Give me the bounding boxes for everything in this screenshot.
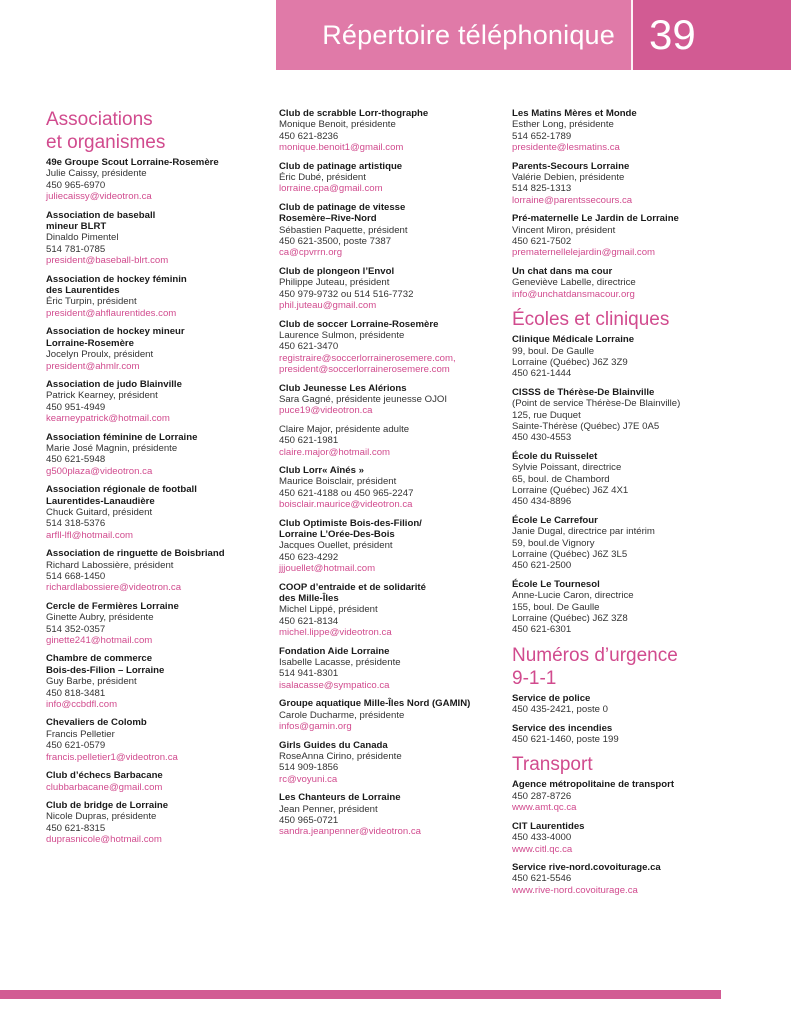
entry-name: Girls Guides du Canada: [279, 739, 388, 751]
directory-entry: [512, 579, 742, 636]
entry-name: Service de police: [512, 692, 591, 704]
entry-link[interactable]: jjjouellet@hotmail.com: [279, 563, 376, 575]
entry-link[interactable]: puce19@videotron.ca: [279, 405, 373, 417]
entry-detail: Ginette Aubry, présidente: [46, 612, 154, 624]
entry-detail: Chuck Guitard, président: [46, 506, 153, 518]
entry-detail: 450 434-8896: [512, 496, 572, 508]
directory-entry: [512, 451, 742, 508]
entry-name: Clinique Médicale Lorraine: [512, 334, 635, 346]
entry-name: Club Optimiste Bois-des-Filion/ Lorraine L’Orée-Des-Bois: [279, 517, 422, 540]
entry-detail: 514 909-1856: [279, 762, 339, 774]
entry-detail: 450 621-8315: [46, 822, 106, 834]
entry-spacer: [279, 417, 509, 424]
directory-entry: [279, 383, 509, 458]
entry-detail: Jocelyn Proulx, président: [46, 349, 154, 361]
section-title: Numéros d’urgence 9-1-1: [512, 644, 678, 689]
directory-entry: [46, 326, 268, 372]
entry-link[interactable]: francis.pelletier1@videotron.ca: [46, 751, 178, 763]
entry-link[interactable]: phil.juteau@gmail.com: [279, 300, 377, 312]
entry-link[interactable]: president@ahflaurentides.com: [46, 307, 177, 319]
entry-detail: 514 652-1789: [512, 130, 572, 142]
entry-link[interactable]: presidente@lesmatins.ca: [512, 142, 620, 154]
entry-name: Club de plongeon l’Envol: [279, 265, 395, 277]
directory-entry: [279, 319, 509, 376]
entry-detail: Éric Turpin, président: [46, 296, 137, 308]
directory-entry: [279, 518, 509, 575]
entry-link[interactable]: president@soccerlorrainerosemere.com: [279, 364, 450, 376]
entry-detail: (Point de service Thérèse-De Blainville): [512, 398, 681, 410]
entry-name: Association de hockey mineur Lorraine-Rosemère: [46, 326, 185, 349]
entry-name: Cercle de Fermières Lorraine: [46, 600, 179, 612]
entry-detail: 450 951-4949: [46, 401, 106, 413]
entry-name: Club Lorr« Aînés »: [279, 464, 364, 476]
entry-link[interactable]: infos@gamin.org: [279, 721, 352, 733]
directory-entry: [46, 601, 268, 647]
directory-entry: [279, 266, 509, 312]
entry-detail: Richard Labossière, président: [46, 559, 174, 571]
entry-link[interactable]: lorraine@parentssecours.ca: [512, 194, 633, 206]
entry-detail: Lorraine (Québec) J6Z 3L5: [512, 549, 628, 560]
entry-detail: 450 621-3470: [279, 341, 339, 353]
entry-name: COOP d’entraide et de solidarité des Mille-Îles: [279, 581, 426, 605]
directory-entry: [512, 862, 742, 896]
entry-detail: 450 621-3500, poste 7387: [279, 236, 392, 248]
entry-detail: 450 287-8726: [512, 790, 572, 802]
entry-detail: 514 825-1313: [512, 183, 572, 195]
entry-detail: 450 435-2421, poste 0: [512, 704, 609, 716]
directory-entry: [512, 779, 742, 813]
entry-detail: 450 621-0579: [46, 740, 106, 752]
entry-detail: Laurence Sulmon, présidente: [279, 329, 405, 341]
directory-entry: [46, 800, 268, 846]
directory-entry: [46, 274, 268, 320]
entry-name: Association de hockey féminin des Laurentides: [46, 273, 187, 297]
directory-entry: [279, 582, 509, 639]
entry-link[interactable]: rc@voyuni.ca: [279, 773, 338, 785]
entry-detail: Dinaldo Pimentel: [46, 232, 119, 244]
entry-detail: RoseAnna Cirino, présidente: [279, 750, 402, 762]
directory-entry: [512, 266, 742, 300]
entry-link[interactable]: michel.lippe@videotron.ca: [279, 627, 392, 639]
entry-link[interactable]: g500plaza@videotron.ca: [46, 465, 153, 477]
entry-detail: 450 433-4000: [512, 832, 572, 844]
directory-entry: [279, 465, 509, 511]
entry-detail: Lorraine (Québec) J6Z 3Z8: [512, 613, 628, 625]
entry-name: Un chat dans ma cour: [512, 265, 613, 277]
entry-detail: 450 621-2500: [512, 560, 572, 572]
entry-detail: 450 430-4553: [512, 432, 572, 444]
entry-detail: Sainte-Thérèse (Québec) J7E 0A5: [512, 420, 660, 432]
column-1: [46, 108, 268, 853]
entry-detail: 450 621-5546: [512, 873, 572, 885]
entry-name: Club de patinage artistique: [279, 160, 403, 172]
entry-name: Chambre de commerce Bois-des-Filion – Lorraine: [46, 653, 165, 676]
entry-detail: 450 621-8134: [279, 615, 339, 627]
entry-link[interactable]: www.citl.qc.ca: [512, 843, 573, 855]
entry-detail: Michel Lippé, président: [279, 604, 378, 616]
entry-detail: 514 781-0785: [46, 243, 106, 255]
entry-link[interactable]: clubbarbacane@gmail.com: [46, 781, 163, 793]
entry-name: Groupe aquatique Mille-Îles Nord (GAMIN): [279, 698, 471, 710]
entry-link[interactable]: info@unchatdansmacour.org: [512, 288, 635, 300]
entry-detail: Esther Long, présidente: [512, 119, 614, 131]
entry-detail: Jacques Ouellet, président: [279, 540, 393, 552]
entry-detail: Lorraine (Québec) J6Z 4X1: [512, 484, 629, 496]
entry-link[interactable]: duprasnicole@hotmail.com: [46, 834, 162, 846]
entry-detail: Julie Caissy, présidente: [46, 168, 147, 180]
section-title: Transport: [512, 754, 593, 776]
entry-detail: 514 352-0357: [46, 623, 106, 635]
entry-detail: Sara Gagné, présidente jeunesse OJOI: [279, 393, 447, 405]
directory-entry: [46, 548, 268, 594]
entry-detail: Janie Dugal, directrice par intérim: [512, 526, 655, 538]
entry-name: Les Chanteurs de Lorraine: [279, 792, 401, 804]
directory-entry: [46, 432, 268, 478]
entry-name: Parents-Secours Lorraine: [512, 160, 630, 172]
entry-link[interactable]: president@ahmlr.com: [46, 360, 140, 372]
entry-link[interactable]: claire.major@hotmail.com: [279, 446, 391, 458]
entry-link[interactable]: isalacasse@sympatico.ca: [279, 679, 390, 691]
directory-entry: [512, 108, 742, 154]
directory-entry: [46, 379, 268, 425]
entry-link[interactable]: lorraine.cpa@gmail.com: [279, 183, 383, 195]
entry-name: Les Matins Mères et Monde: [512, 108, 637, 119]
entry-link[interactable]: www.rive-nord.covoiturage.ca: [512, 884, 638, 896]
entry-name: Association féminine de Lorraine: [46, 431, 198, 443]
entry-detail: Jean Penner, président: [279, 803, 378, 815]
directory-entry: [46, 770, 268, 793]
entry-detail: 59, boul.de Vignory: [512, 537, 595, 549]
entry-link[interactable]: registraire@soccerlorrainerosemere.com,: [279, 352, 456, 364]
directory-entry: [46, 210, 268, 267]
entry-name: Fondation Aide Lorraine: [279, 645, 390, 657]
page-number: 39: [633, 0, 791, 70]
directory-entry: [512, 334, 742, 380]
entry-detail: 450 818-3481: [46, 687, 106, 699]
section-title: Écoles et cliniques: [512, 309, 670, 331]
entry-name: Club de soccer Lorraine-Rosemère: [279, 318, 439, 330]
directory-entry: [279, 646, 509, 692]
entry-detail: Sébastien Paquette, président: [279, 224, 408, 236]
entry-name: 49e Groupe Scout Lorraine-Rosemère: [46, 157, 219, 168]
directory-entry: [512, 387, 742, 444]
entry-detail: 450 621-6301: [512, 624, 572, 636]
directory-entry: [46, 653, 268, 710]
entry-detail: Nicole Dupras, présidente: [46, 811, 157, 823]
entry-detail: 125, rue Duquet: [512, 409, 581, 421]
directory-entry: [46, 484, 268, 541]
directory-entry: [512, 515, 742, 572]
directory-entry: [512, 161, 742, 207]
directory-entry: [279, 740, 509, 786]
entry-link[interactable]: prematernellelejardin@gmail.com: [512, 247, 656, 259]
entry-detail: 450 965-0721: [279, 814, 339, 826]
directory-entry: [46, 157, 268, 203]
entry-link[interactable]: ca@cpvrrn.org: [279, 247, 343, 259]
directory-entry: [512, 213, 742, 259]
entry-detail: 450 621-4188 ou 450 965-2247: [279, 487, 414, 499]
entry-detail: 450 621-7502: [512, 236, 572, 248]
entry-link[interactable]: sandra.jeanpenner@videotron.ca: [279, 826, 422, 838]
entry-name: CIT Laurentides: [512, 820, 585, 832]
entry-detail: Lorraine (Québec) J6Z 3Z9: [512, 356, 628, 368]
entry-detail: Geneviève Labelle, directrice: [512, 277, 636, 289]
entry-name: Service des incendies: [512, 722, 613, 734]
entry-detail: 450 623-4292: [279, 551, 339, 563]
entry-link[interactable]: ginette241@hotmail.com: [46, 635, 153, 647]
entry-name: Pré-maternelle Le Jardin de Lorraine: [512, 213, 679, 225]
entry-detail: 514 941-8301: [279, 668, 339, 680]
entry-name: Association de judo Blainville: [46, 378, 182, 390]
entry-name: Club Jeunesse Les Alérions: [279, 382, 407, 394]
entry-detail: Anne-Lucie Caron, directrice: [512, 590, 634, 602]
entry-name: Association de baseball mineur BLRT: [46, 209, 156, 233]
entry-detail: 514 668-1450: [46, 571, 106, 582]
column-3: [512, 108, 742, 903]
entry-detail: Marie José Magnin, présidente: [46, 442, 178, 454]
entry-name: Club d’échecs Barbacane: [46, 770, 163, 782]
entry-name: Chevaliers de Colomb: [46, 717, 147, 729]
page-title: Répertoire téléphonique: [322, 19, 615, 50]
entry-detail: Monique Benoit, présidente: [279, 119, 396, 131]
entry-detail: 65, boul. de Chambord: [512, 473, 610, 485]
directory-entry: [512, 821, 742, 855]
entry-name: Club de patinage de vitesse Rosemère–Rive-Nord: [279, 201, 406, 225]
entry-detail: 450 621-1444: [512, 368, 572, 380]
entry-detail: 450 621-8236: [279, 130, 339, 142]
entry-detail: Vincent Miron, président: [512, 224, 616, 236]
entry-name: Association régionale de football Laurentides-Lanaudière: [46, 484, 197, 507]
entry-detail: Isabelle Lacasse, présidente: [279, 657, 401, 669]
entry-detail: Francis Pelletier: [46, 728, 115, 740]
column-2: [279, 108, 509, 845]
entry-link[interactable]: boisclair.maurice@videotron.ca: [279, 499, 413, 511]
entry-detail: Sylvie Poissant, directrice: [512, 462, 622, 474]
directory-entry: [512, 693, 742, 716]
entry-name: École Le Tournesol: [512, 578, 600, 590]
entry-detail: Guy Barbe, président: [46, 676, 137, 688]
entry-detail: Maurice Boisclair, président: [279, 476, 397, 488]
section-title: Associations et organismes: [46, 109, 166, 153]
entry-name: Service rive-nord.covoiturage.ca: [512, 861, 661, 873]
entry-name: Association de ringuette de Boisbriand: [46, 548, 225, 560]
entry-detail: 450 621-1981: [279, 435, 339, 447]
entry-name: École du Ruisselet: [512, 450, 598, 462]
entry-name: Club de scrabble Lorr-thographe: [279, 108, 429, 119]
entry-detail: 155, boul. De Gaulle: [512, 601, 600, 613]
entry-detail: 450 965-6970: [46, 179, 106, 191]
directory-entry: [46, 717, 268, 763]
entry-name: CISSS de Thérèse-De Blainville: [512, 386, 655, 398]
entry-detail: 514 318-5376: [46, 518, 106, 530]
directory-entry: [279, 108, 509, 154]
entry-link[interactable]: monique.benoit1@gmail.com: [279, 142, 404, 154]
entry-link[interactable]: arfll-lfl@hotmail.com: [46, 529, 134, 541]
directory-entry: [279, 161, 509, 195]
entry-link[interactable]: president@baseball-blrt.com: [46, 255, 169, 267]
entry-detail: Carole Ducharme, présidente: [279, 709, 405, 721]
header-divider: [631, 0, 633, 70]
entry-link[interactable]: juliecaissy@videotron.ca: [46, 191, 152, 203]
entry-name: Agence métropolitaine de transport: [512, 779, 675, 791]
directory-entry: [279, 202, 509, 259]
entry-link[interactable]: info@ccbdfl.com: [46, 699, 118, 711]
entry-detail: Valérie Debien, présidente: [512, 172, 625, 184]
entry-detail: Claire Major, présidente adulte: [279, 423, 410, 435]
entry-link[interactable]: kearneypatrick@hotmail.com: [46, 413, 170, 425]
entry-link[interactable]: richardlabossiere@videotron.ca: [46, 582, 182, 594]
entry-name: École Le Carrefour: [512, 514, 598, 526]
footer-bar: [0, 990, 721, 999]
directory-entry: [279, 698, 509, 732]
entry-name: Club de bridge de Lorraine: [46, 799, 169, 811]
entry-detail: 450 621-5948: [46, 454, 106, 466]
directory-entry: [512, 723, 742, 746]
entry-detail: 450 621-1460, poste 199: [512, 734, 619, 746]
entry-detail: Éric Dubé, président: [279, 172, 366, 184]
entry-link[interactable]: www.amt.qc.ca: [512, 802, 577, 814]
entry-detail: 450 979-9732 ou 514 516-7732: [279, 288, 414, 300]
page-header: [276, 0, 791, 70]
entry-detail: 99, boul. De Gaulle: [512, 345, 595, 357]
directory-entry: [279, 792, 509, 838]
entry-detail: Philippe Juteau, président: [279, 277, 390, 289]
entry-detail: Patrick Kearney, président: [46, 390, 158, 402]
